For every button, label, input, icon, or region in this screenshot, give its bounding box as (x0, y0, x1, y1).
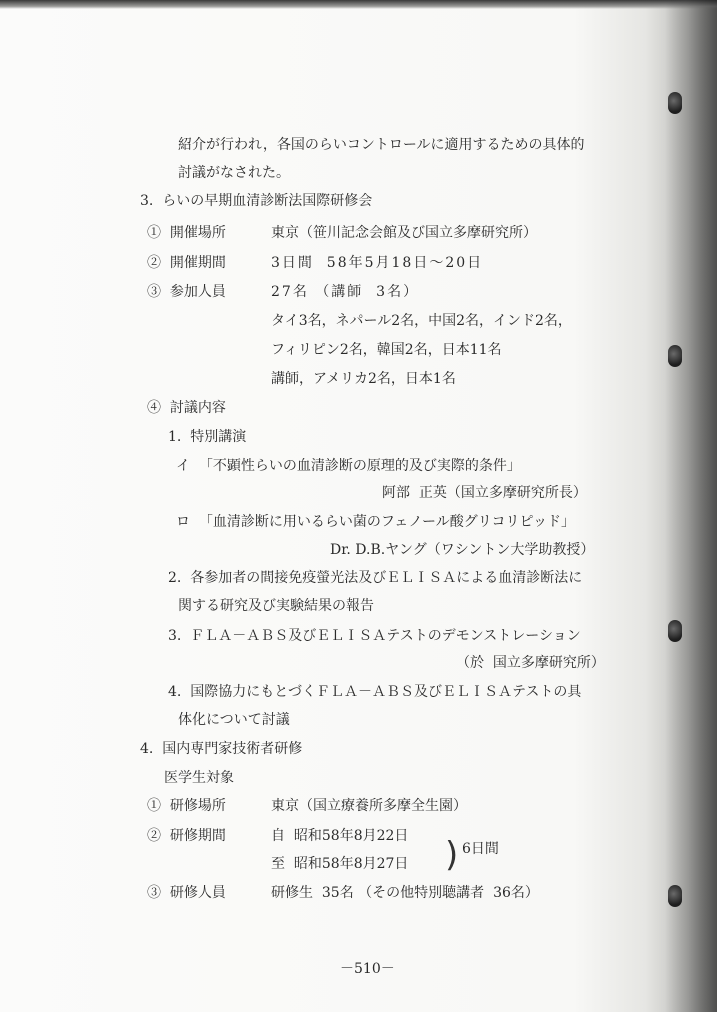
page-number: －510－ (340, 961, 395, 977)
binder-ring-icon (668, 345, 682, 367)
subitem-cont: 関する研究及び実験結果の報告 (178, 598, 374, 614)
period-days: 6日間 (462, 841, 499, 857)
body-line: 紹介が行われ，各国のらいコントロールに適用するための具体的 (178, 137, 585, 153)
lecture-speaker: 阿部 正英（国立多摩研究所長） (382, 485, 587, 501)
lecture-title: ロ 「血清診断に用いるらい菌のフェノール酸グリコリピッド」 (176, 514, 575, 530)
item-label: ② 研修期間 (147, 828, 226, 844)
subitem: 2. 各参加者の間接免疫螢光法及びＥＬＩＳＡによる血清診断法に (168, 570, 583, 586)
scan-top-edge (0, 0, 717, 9)
item-value: 東京（笹川記念会館及び国立多摩研究所） (271, 225, 537, 241)
subitem: 4. 国際協力にもとづくＦＬＡ－ＡＢＳ及びＥＬＩＳＡテストの具 (168, 684, 582, 700)
item-label: ② 開催期間 (147, 255, 226, 271)
lecture-title: イ 「不顕性らいの血清診断の原理的及び実際的条件」 (176, 458, 521, 474)
item-label: ① 研修場所 (147, 798, 226, 814)
item-value: 3日間 58年5月18日～20日 (271, 255, 484, 271)
subitem-place: （於 国立多摩研究所） (456, 655, 605, 671)
item-value: 東京（国立療養所多摩全生園） (271, 798, 467, 814)
item-label: ④ 討議内容 (147, 400, 226, 416)
participant-line: タイ3名，ネパール2名，中国2名，インド2名， (271, 313, 572, 329)
section-subheading: 医学生対象 (164, 770, 234, 786)
item-label: ③ 参加人員 (147, 284, 226, 300)
item-value: 27名 （講師 3名） (271, 284, 420, 300)
item-label: ③ 研修人員 (147, 885, 226, 901)
subitem-cont: 体化について討議 (178, 712, 290, 728)
item-label: ① 開催場所 (147, 225, 226, 241)
binder-shadow (665, 0, 717, 1012)
section-heading: 4. 国内専門家技術者研修 (140, 741, 303, 757)
item-value: 研修生 35名 （その他特別聴講者 36名） (271, 885, 539, 901)
subitem: 3. ＦＬＡ－ＡＢＳ及びＥＬＩＳＡテストのデモンストレーション (168, 628, 581, 644)
brace-icon: ) (445, 835, 459, 875)
period-to: 至 昭和58年8月27日 (271, 856, 409, 872)
binder-ring-icon (668, 92, 682, 114)
body-line: 討議がなされた。 (178, 165, 290, 181)
participant-line: 講師，アメリカ2名，日本1名 (271, 371, 456, 387)
binder-ring-icon (668, 620, 682, 642)
period-from: 自 昭和58年8月22日 (271, 828, 409, 844)
participant-line: フィリピン2名，韓国2名，日本11名 (271, 342, 502, 358)
binder-ring-icon (668, 885, 682, 907)
lecture-speaker: Dr. D.B.ヤング（ワシントン大学助教授） (330, 542, 595, 558)
subitem: 1. 特別講演 (168, 429, 247, 445)
section-heading: 3. らいの早期血清診断法国際研修会 (140, 193, 373, 209)
